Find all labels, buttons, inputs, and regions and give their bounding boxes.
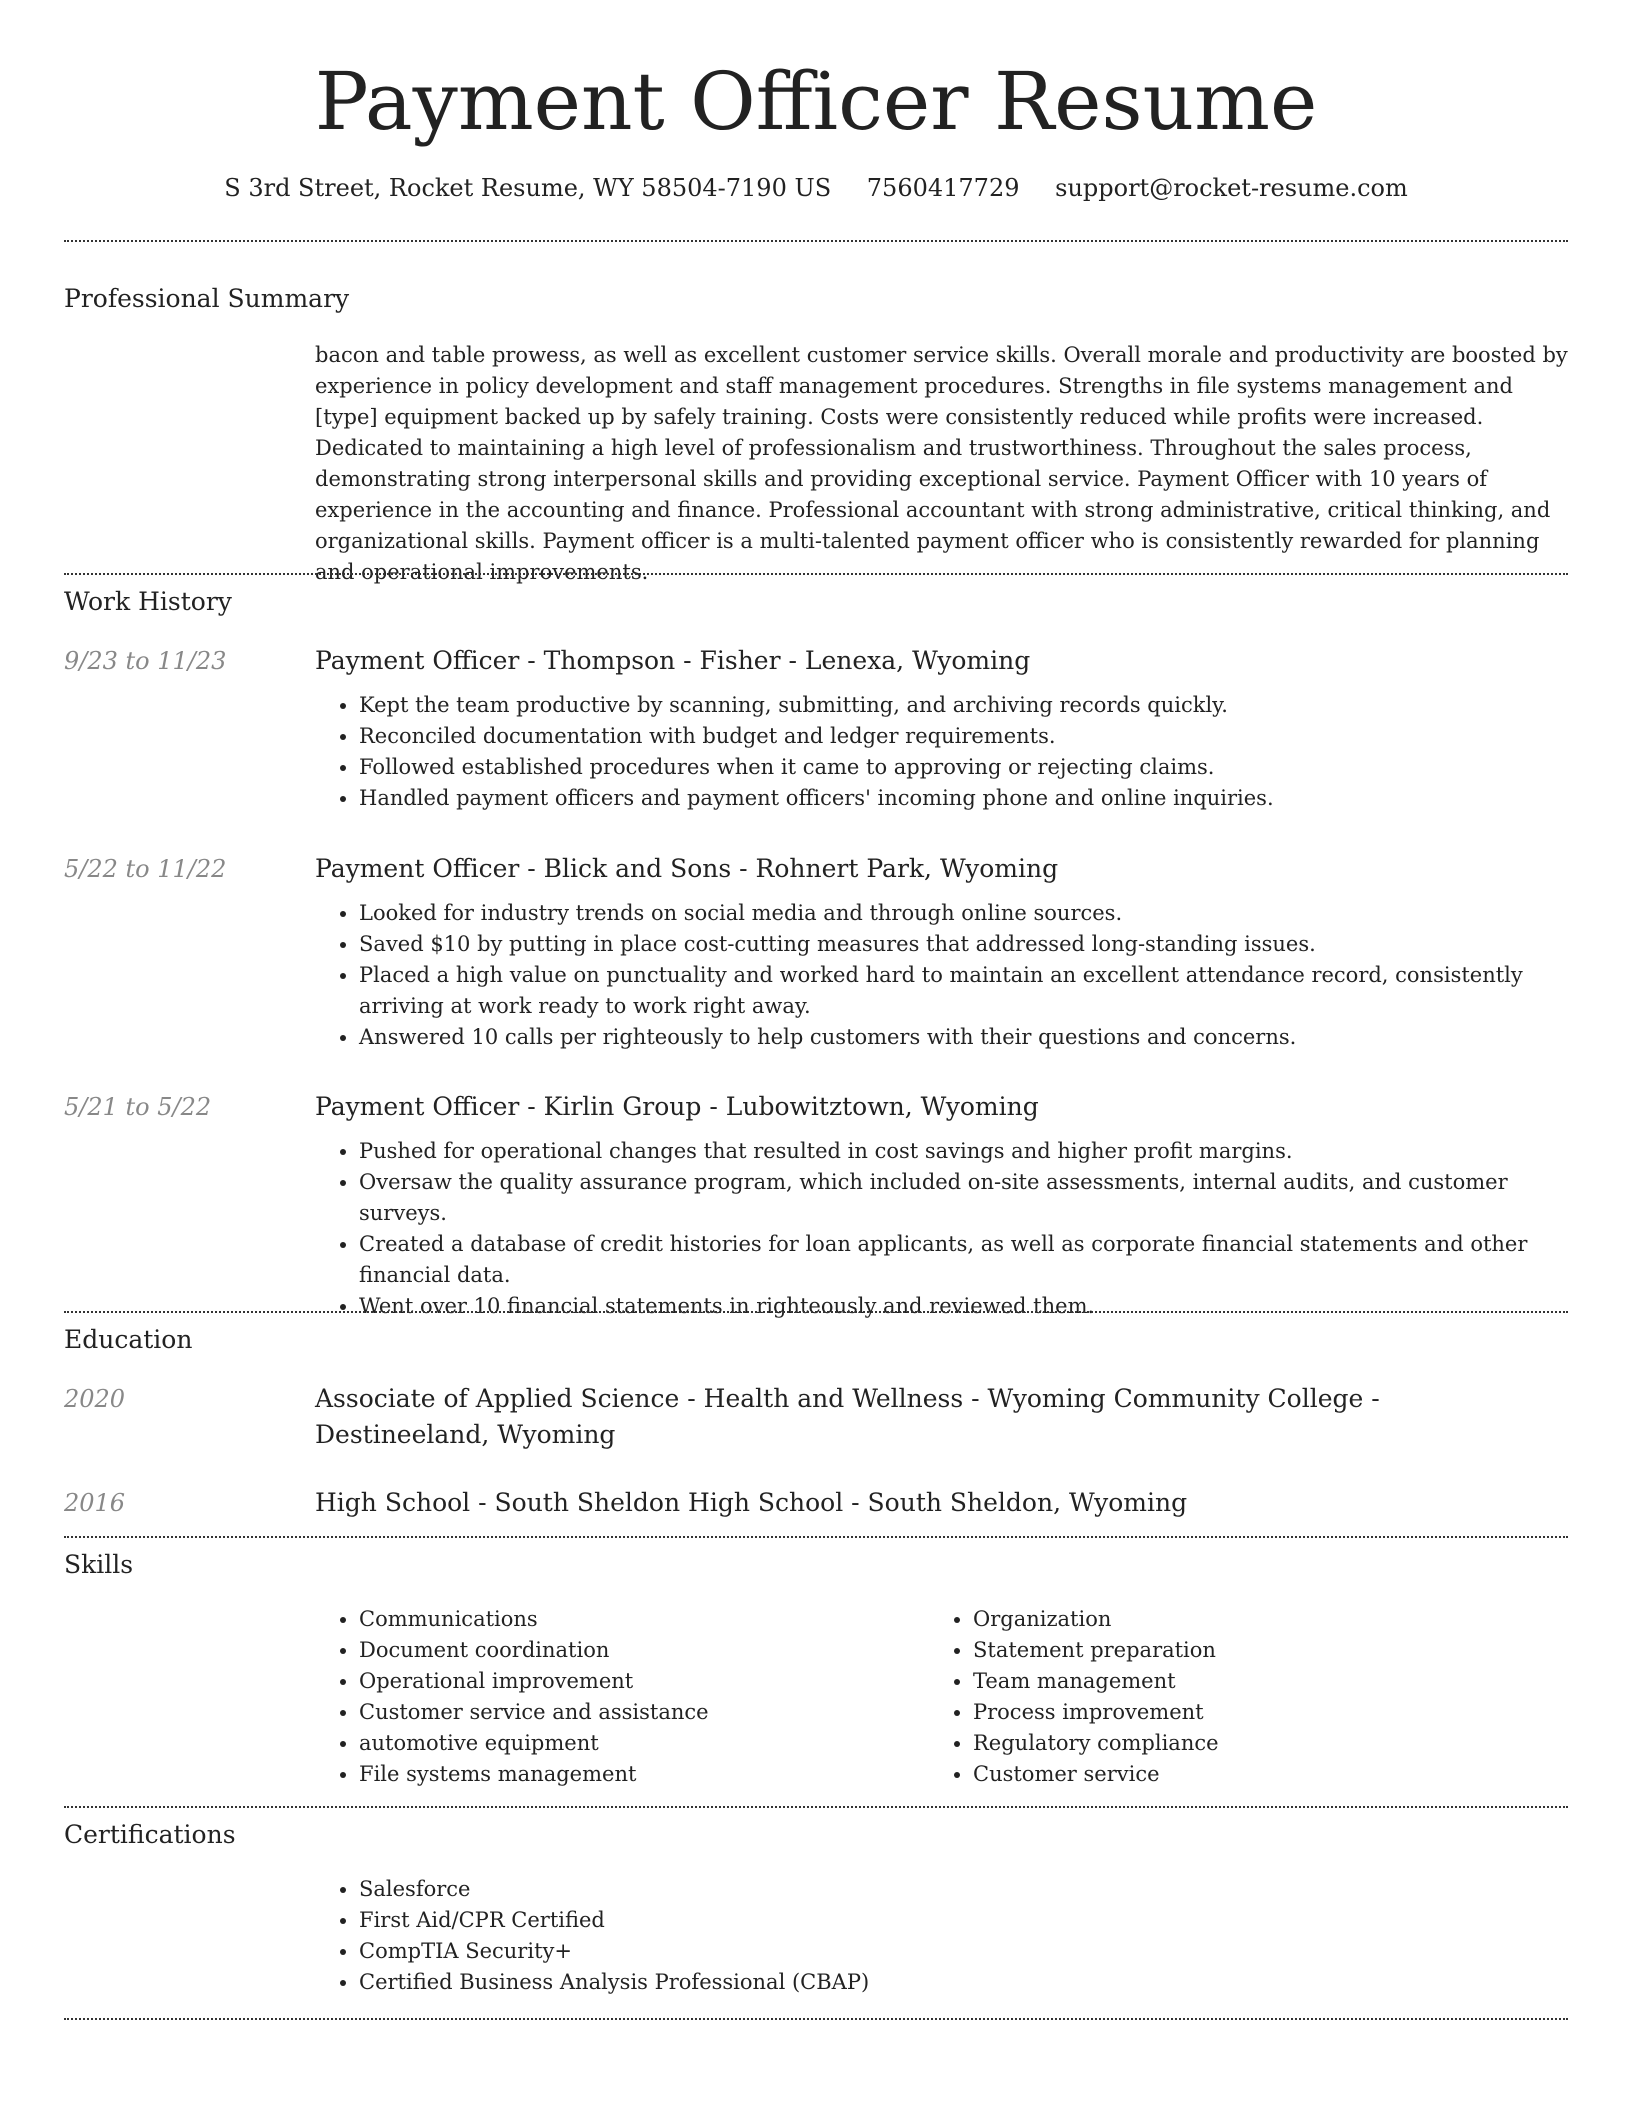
job-entry xyxy=(315,643,1568,814)
education-heading: Education xyxy=(64,1325,193,1354)
education-year: 2016 xyxy=(64,1489,126,1517)
skill-item: • File systems management xyxy=(359,1759,915,1790)
divider xyxy=(64,1536,1568,1538)
email: support@rocket-resume.com xyxy=(1055,174,1408,202)
education-school: - South Sheldon High School - South Sheldon, Wyoming xyxy=(470,1488,1188,1517)
skill-item: • Regulatory compliance xyxy=(973,1728,1529,1759)
skills-list xyxy=(929,1604,1529,1790)
job-bullets xyxy=(315,898,1568,1053)
skill-item: • Communications xyxy=(359,1604,915,1635)
certification-item: • CompTIA Security+ xyxy=(359,1936,1315,1967)
job-bullet: • Reconciled documentation with budget and ledger requirements. xyxy=(359,721,1568,752)
education-degree: Associate of Applied Science - Health and Wellness xyxy=(315,1384,964,1413)
skill-item: • Process improvement xyxy=(973,1697,1529,1728)
skill-item: • Customer service xyxy=(973,1759,1529,1790)
job-bullet: • Looked for industry trends on social media and through online sources. xyxy=(359,898,1568,929)
summary-heading: Professional Summary xyxy=(64,284,350,313)
divider xyxy=(64,2018,1568,2020)
education-year: 2020 xyxy=(64,1385,126,1413)
skill-item: • Statement preparation xyxy=(973,1635,1529,1666)
job-bullet: • Pushed for operational changes that resulted in cost savings and higher profit margins. xyxy=(359,1136,1568,1167)
job-bullet: • Answered 10 calls per righteously to help customers with their questions and concerns. xyxy=(359,1022,1568,1053)
job-bullet: • Saved $10 by putting in place cost-cutting measures that addressed long-standing issues. xyxy=(359,929,1568,960)
resume-title: Payment Officer Resume xyxy=(314,55,1318,148)
education-title xyxy=(315,1381,1555,1453)
job-title: Payment Officer - Kirlin Group - Lubowitztown, Wyoming xyxy=(315,1092,1039,1121)
phone: 7560417729 xyxy=(866,174,1020,202)
skill-item: • Operational improvement xyxy=(359,1666,915,1697)
job-bullet: • Followed established procedures when it came to approving or rejecting claims. xyxy=(359,752,1568,783)
skill-item: • Organization xyxy=(973,1604,1529,1635)
divider xyxy=(64,573,1568,575)
job-bullet: • Created a database of credit histories for loan applicants, as well as corporate financial statements and other financial data. xyxy=(359,1229,1568,1291)
education-degree: High School xyxy=(315,1488,471,1517)
certification-item: • Certified Business Analysis Professional (CBAP) xyxy=(359,1967,1315,1998)
education-entry xyxy=(315,1485,1568,1521)
skill-item: • automotive equipment xyxy=(359,1728,915,1759)
contact-line xyxy=(0,172,1632,204)
certification-item: • First Aid/CPR Certified xyxy=(359,1905,1315,1936)
job-bullet: • Went over 10 financial statements in righteously and reviewed them. xyxy=(359,1291,1568,1322)
skills-column-left xyxy=(315,1604,915,1790)
skill-item: • Document coordination xyxy=(359,1635,915,1666)
job-dates: 5/22 to 11/22 xyxy=(64,855,227,883)
certifications-block xyxy=(315,1874,1315,1998)
skills-heading: Skills xyxy=(64,1550,134,1579)
education-school: - Wyoming Community College - Destineeland, Wyoming xyxy=(315,1384,1380,1449)
job-dates: 9/23 to 11/23 xyxy=(64,647,227,675)
job-bullet: • Placed a high value on punctuality and worked hard to maintain an excellent attendance record, consistently arriving at work ready to work right away. xyxy=(359,960,1568,1022)
divider xyxy=(64,1806,1568,1808)
job-entry xyxy=(315,1089,1568,1322)
job-bullet: • Handled payment officers and payment officers' incoming phone and online inquiries. xyxy=(359,783,1568,814)
job-entry xyxy=(315,851,1568,1053)
work-heading: Work History xyxy=(64,587,232,616)
certification-item: • Salesforce xyxy=(359,1874,1315,1905)
summary-text: bacon and table prowess, as well as excellent customer service skills. Overall morale and productivity are boosted by experience in policy development and staff management procedures. Strengths in file systems management and [type] equipment backed up by safely training. Costs were consistently reduced while profits were increased. Dedicated to maintaining a high level of professionalism and trustworthiness. Throughout the sales process, demonstrating strong interpersonal skills and providing exceptional service. Payment Officer with 10 years of experience in the accounting and finance. Professional accountant with strong administrative, critical thinking, and organizational skills. Payment officer is a multi-talented payment officer who is consistently rewarded for planning and operational improvements. xyxy=(315,343,1568,584)
job-title: Payment Officer - Thompson - Fisher - Lenexa, Wyoming xyxy=(315,646,1031,675)
divider xyxy=(64,1311,1568,1313)
certifications-list xyxy=(315,1874,1315,1998)
skills-list xyxy=(315,1604,915,1790)
skill-item: • Customer service and assistance xyxy=(359,1697,915,1728)
divider xyxy=(64,240,1568,242)
job-bullets xyxy=(315,1136,1568,1322)
education-entry xyxy=(315,1381,1555,1453)
summary-block xyxy=(315,340,1568,588)
job-bullet: • Kept the team productive by scanning, submitting, and archiving records quickly. xyxy=(359,690,1568,721)
skills-column-right xyxy=(929,1604,1529,1790)
job-bullet: • Oversaw the quality assurance program, which included on-site assessments, internal audits, and customer surveys. xyxy=(359,1167,1568,1229)
job-dates: 5/21 to 5/22 xyxy=(64,1093,212,1121)
job-title: Payment Officer - Blick and Sons - Rohnert Park, Wyoming xyxy=(315,854,1059,883)
certifications-heading: Certifications xyxy=(64,1820,236,1849)
address: S 3rd Street, Rocket Resume, WY 58504-7190 US xyxy=(224,174,832,202)
job-bullets xyxy=(315,690,1568,814)
education-title xyxy=(315,1485,1568,1521)
skill-item: • Team management xyxy=(973,1666,1529,1697)
